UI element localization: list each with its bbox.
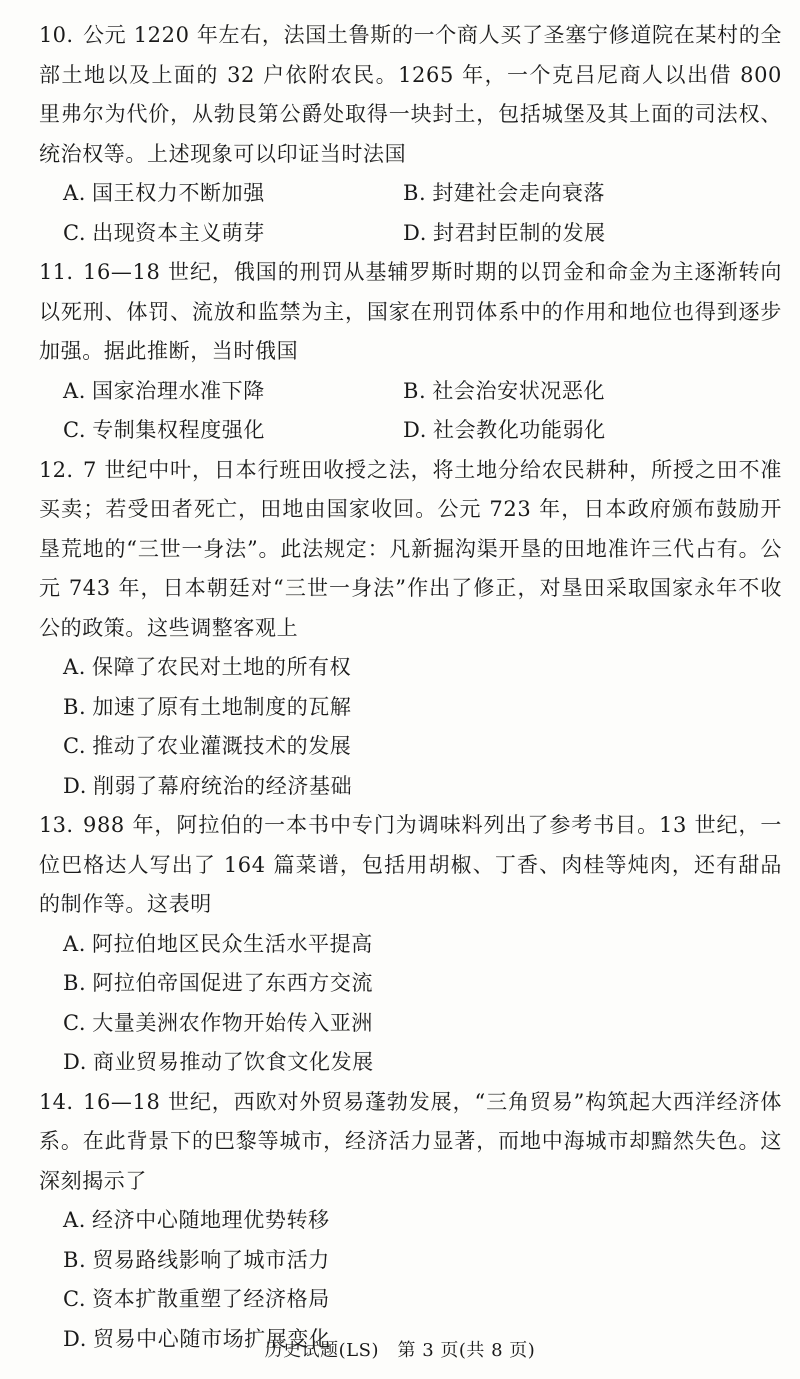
- option-b: [63, 964, 782, 1004]
- option-text: 国王权力不断加强: [92, 181, 265, 205]
- option-letter: C.: [63, 1010, 87, 1035]
- option-letter: D.: [63, 1050, 87, 1074]
- question-stem: 988 年，阿拉伯的一本书中专门为调味料列出了参考书目。13 世纪，一位巴格达人写出了 164 篇菜谱，包括用胡椒、丁香、肉桂等炖肉，还有甜品的制作等。这表明: [39, 813, 782, 916]
- option-letter: C.: [63, 734, 87, 758]
- option-b: [63, 1241, 782, 1281]
- option-d: [63, 767, 782, 807]
- option-c: [63, 727, 782, 767]
- option-b: [63, 688, 782, 728]
- option-text: 阿拉伯地区民众生活水平提高: [92, 931, 373, 956]
- option-a: [63, 648, 782, 688]
- question-12: [39, 451, 782, 649]
- option-letter: D.: [403, 220, 427, 245]
- option-d: [63, 1043, 782, 1083]
- option-d: [403, 411, 703, 451]
- option-text: 推动了农业灌溉技术的发展: [92, 734, 352, 758]
- question-number: 13.: [39, 813, 74, 837]
- question-10: [39, 16, 782, 174]
- option-letter: A.: [63, 181, 87, 205]
- option-text: 经济中心随地理优势转移: [92, 1208, 330, 1232]
- option-letter: D.: [63, 773, 87, 798]
- option-text: 社会治安状况恶化: [432, 378, 606, 403]
- question-number: 12.: [39, 457, 74, 482]
- options-list: [53, 372, 782, 451]
- question-stem: 公元 1220 年左右，法国土鲁斯的一个商人买了圣塞宁修道院在某村的全部土地以及上面的 32 户依附农民。1265 年，一个克吕尼商人以出借 800 里弗尔为代价，从勃艮第公爵处取得一块封土，包括城堡及其上面的司法权、统治权等。上述现象可以印证当时法国: [39, 23, 782, 166]
- page-footer: 历史试题(LS) 第 3 页(共 8 页): [264, 1340, 536, 1361]
- option-letter: B.: [403, 378, 427, 403]
- option-text: 保障了农民对土地的所有权: [92, 655, 352, 679]
- option-a: [63, 925, 782, 965]
- option-text: 国家治理水准下降: [92, 378, 265, 403]
- option-letter: B.: [63, 971, 87, 995]
- question-14: [39, 1083, 782, 1202]
- options-list: [53, 648, 782, 806]
- question-stem: 16—18 世纪，俄国的刑罚从基辅罗斯时期的以罚金和命金为主逐渐转向以死刑、体罚、流放和监禁为主，国家在刑罚体系中的作用和地位也得到逐步加强。据此推断，当时俄国: [39, 260, 782, 363]
- option-text: 出现资本主义萌芽: [92, 220, 266, 245]
- option-a: [63, 372, 403, 412]
- option-letter: A.: [63, 931, 87, 956]
- option-d: [403, 214, 703, 254]
- options-list: [53, 925, 782, 1083]
- option-letter: A.: [63, 1208, 87, 1232]
- option-letter: B.: [63, 1247, 87, 1272]
- option-c: [63, 1280, 782, 1320]
- option-letter: C.: [63, 220, 87, 245]
- question-number: 14.: [39, 1089, 74, 1114]
- option-letter: A.: [63, 378, 87, 403]
- option-text: 封君封臣制的发展: [432, 220, 606, 245]
- option-b: [403, 372, 703, 412]
- option-letter: A.: [63, 655, 87, 679]
- option-c: [63, 214, 403, 254]
- option-b: [403, 174, 703, 214]
- option-a: [63, 1201, 782, 1241]
- option-text: 资本扩散重塑了经济格局: [92, 1287, 330, 1311]
- option-text: 削弱了幕府统治的经济基础: [92, 773, 353, 798]
- option-text: 贸易路线影响了城市活力: [92, 1247, 330, 1272]
- option-letter: D.: [403, 418, 427, 442]
- option-letter: C.: [63, 1287, 87, 1311]
- question-13: [39, 806, 782, 925]
- option-text: 大量美洲农作物开始传入亚洲: [92, 1010, 374, 1035]
- option-text: 社会教化功能弱化: [432, 418, 606, 442]
- option-text: 贸易中心随市场扩展变化: [92, 1326, 331, 1351]
- option-a: [63, 174, 403, 214]
- question-number: 10.: [39, 23, 74, 47]
- option-text: 阿拉伯帝国促进了东西方交流: [92, 971, 374, 995]
- option-text: 专制集权程度强化: [92, 418, 266, 442]
- option-letter: C.: [63, 418, 87, 442]
- option-text: 封建社会走向衰落: [432, 181, 606, 205]
- question-11: [39, 253, 782, 372]
- option-c: [63, 1004, 782, 1044]
- question-stem: 16—18 世纪，西欧对外贸易蓬勃发展，“三角贸易”构筑起大西洋经济体系。在此背景下的巴黎等城市，经济活力显著，而地中海城市却黯然失色。这深刻揭示了: [39, 1089, 782, 1193]
- option-c: [63, 411, 403, 451]
- options-list: [53, 174, 782, 253]
- option-text: 商业贸易推动了饮食文化发展: [92, 1050, 374, 1074]
- question-number: 11.: [39, 260, 74, 284]
- option-text: 加速了原有土地制度的瓦解: [92, 694, 352, 719]
- option-letter: D.: [63, 1326, 87, 1351]
- option-letter: B.: [403, 181, 427, 205]
- option-letter: B.: [63, 694, 87, 719]
- question-stem: 7 世纪中叶，日本行班田收授之法，将土地分给农民耕种，所授之田不准买卖；若受田者死亡，田地由国家收回。公元 723 年，日本政府颁布鼓励开垦荒地的“三世一身法”。此法规定：凡新掘沟渠开垦的田地准许三代占有。公元 743 年，日本朝廷对“三世一身法”作出了修正，对垦田采取国家永年不收公的政策。这些调整客观上: [39, 457, 782, 640]
